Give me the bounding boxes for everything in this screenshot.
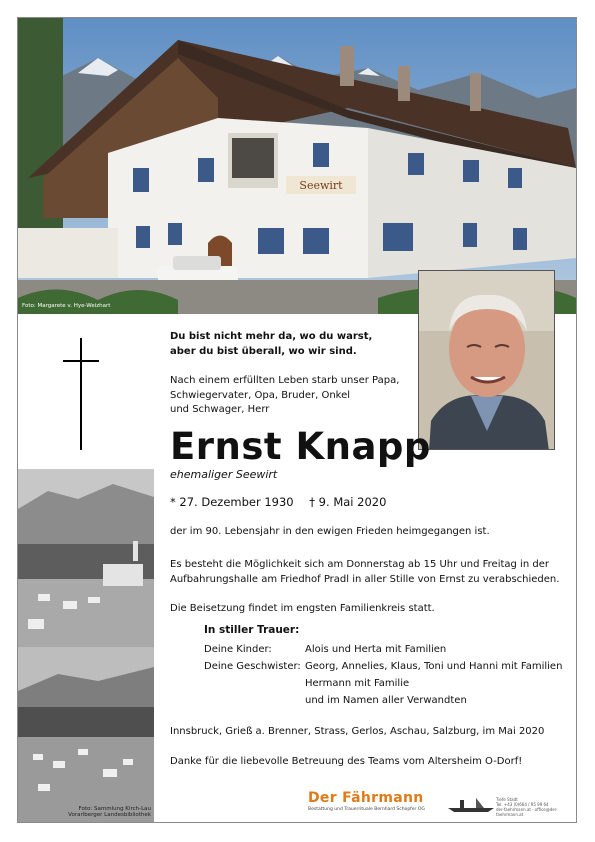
portrait-photo	[418, 270, 555, 450]
birth-date: * 27. Dezember 1930	[170, 495, 294, 509]
intro-line: Schwiegervater, Opa, Bruder, Onkel	[170, 389, 351, 401]
photo-credit-line: Vorarlberger Landesbibliothek	[68, 812, 151, 819]
intro-line: und Schwager, Herr	[170, 404, 270, 415]
boat-icon	[446, 796, 496, 814]
paragraph-burial: Die Beisetzung findet im engsten Familienkreis statt.	[170, 603, 435, 614]
mourning-title: In stiller Trauer:	[204, 624, 300, 636]
siblings-line: Georg, Annelies, Klaus, Toni und Hanni mit Familien	[305, 661, 563, 672]
intro-line: Nach einem erfüllten Leben starb unser Papa,	[170, 375, 400, 386]
siblings-names	[305, 658, 562, 709]
photo-credit-bottom	[68, 806, 151, 819]
deceased-name: Ernst Knapp	[170, 425, 431, 468]
paragraph-passing: der im 90. Lebensjahr in den ewigen Frieden heimgegangen ist.	[170, 526, 490, 537]
obituary-page	[17, 17, 577, 823]
thanks-note: Danke für die liebevolle Betreuung des Teams vom Altersheim O-Dorf!	[170, 756, 523, 767]
contact-info	[496, 797, 576, 817]
quote	[170, 330, 372, 359]
life-dates	[170, 495, 398, 509]
siblings-row	[204, 658, 562, 709]
paragraph-viewing	[170, 558, 570, 587]
children-label: Deine Kinder:	[204, 644, 272, 655]
quote-line: aber du bist überall, wo wir sind.	[170, 345, 357, 357]
inn-sign: Seewirt	[299, 179, 343, 192]
photo-credit-top: Foto: Margarete v. Hye-Weizhart	[22, 303, 111, 309]
cross-icon	[63, 338, 99, 450]
siblings-label: Deine Geschwister:	[204, 661, 301, 672]
historic-photos	[18, 469, 154, 822]
places-date: Innsbruck, Grieß a. Brenner, Strass, Gerlos, Aschau, Salzburg, im Mai 2020	[170, 726, 545, 737]
intro-text	[170, 374, 410, 418]
logo-subtitle: Bestattung und Trauerrituale Bernhard Schopfer OG	[308, 807, 425, 812]
siblings-line: und im Namen aller Verwandten	[305, 695, 467, 706]
quote-line: Du bist nicht mehr da, wo du warst,	[170, 331, 373, 342]
siblings-line: Hermann mit Familie	[305, 678, 410, 689]
death-date: † 9. Mai 2020	[309, 495, 387, 509]
children-row	[204, 641, 446, 658]
deceased-role: ehemaliger Seewirt	[170, 468, 278, 481]
viewing-line: Es besteht die Möglichkeit sich am Donnerstag ab 15 Uhr und Freitag in der	[170, 559, 549, 570]
viewing-line: Aufbahrungshalle am Friedhof Pradl in aller Stille von Ernst zu verabschieden.	[170, 573, 560, 585]
children-names: Alois und Herta mit Familien	[305, 644, 447, 655]
contact-line: Tel. +43 (0)664 / 95 99 64	[496, 802, 549, 807]
logo-brand: Der Fährmann	[308, 790, 424, 806]
contact-line: Tiefe Stadt	[496, 797, 518, 802]
funeral-home-logo	[308, 790, 425, 812]
photo-credit-line: Foto: Sammlung Kirch-Lau	[78, 805, 151, 812]
contact-line: der-faehrmann.at · office@der-faehrmann.at	[496, 807, 558, 817]
